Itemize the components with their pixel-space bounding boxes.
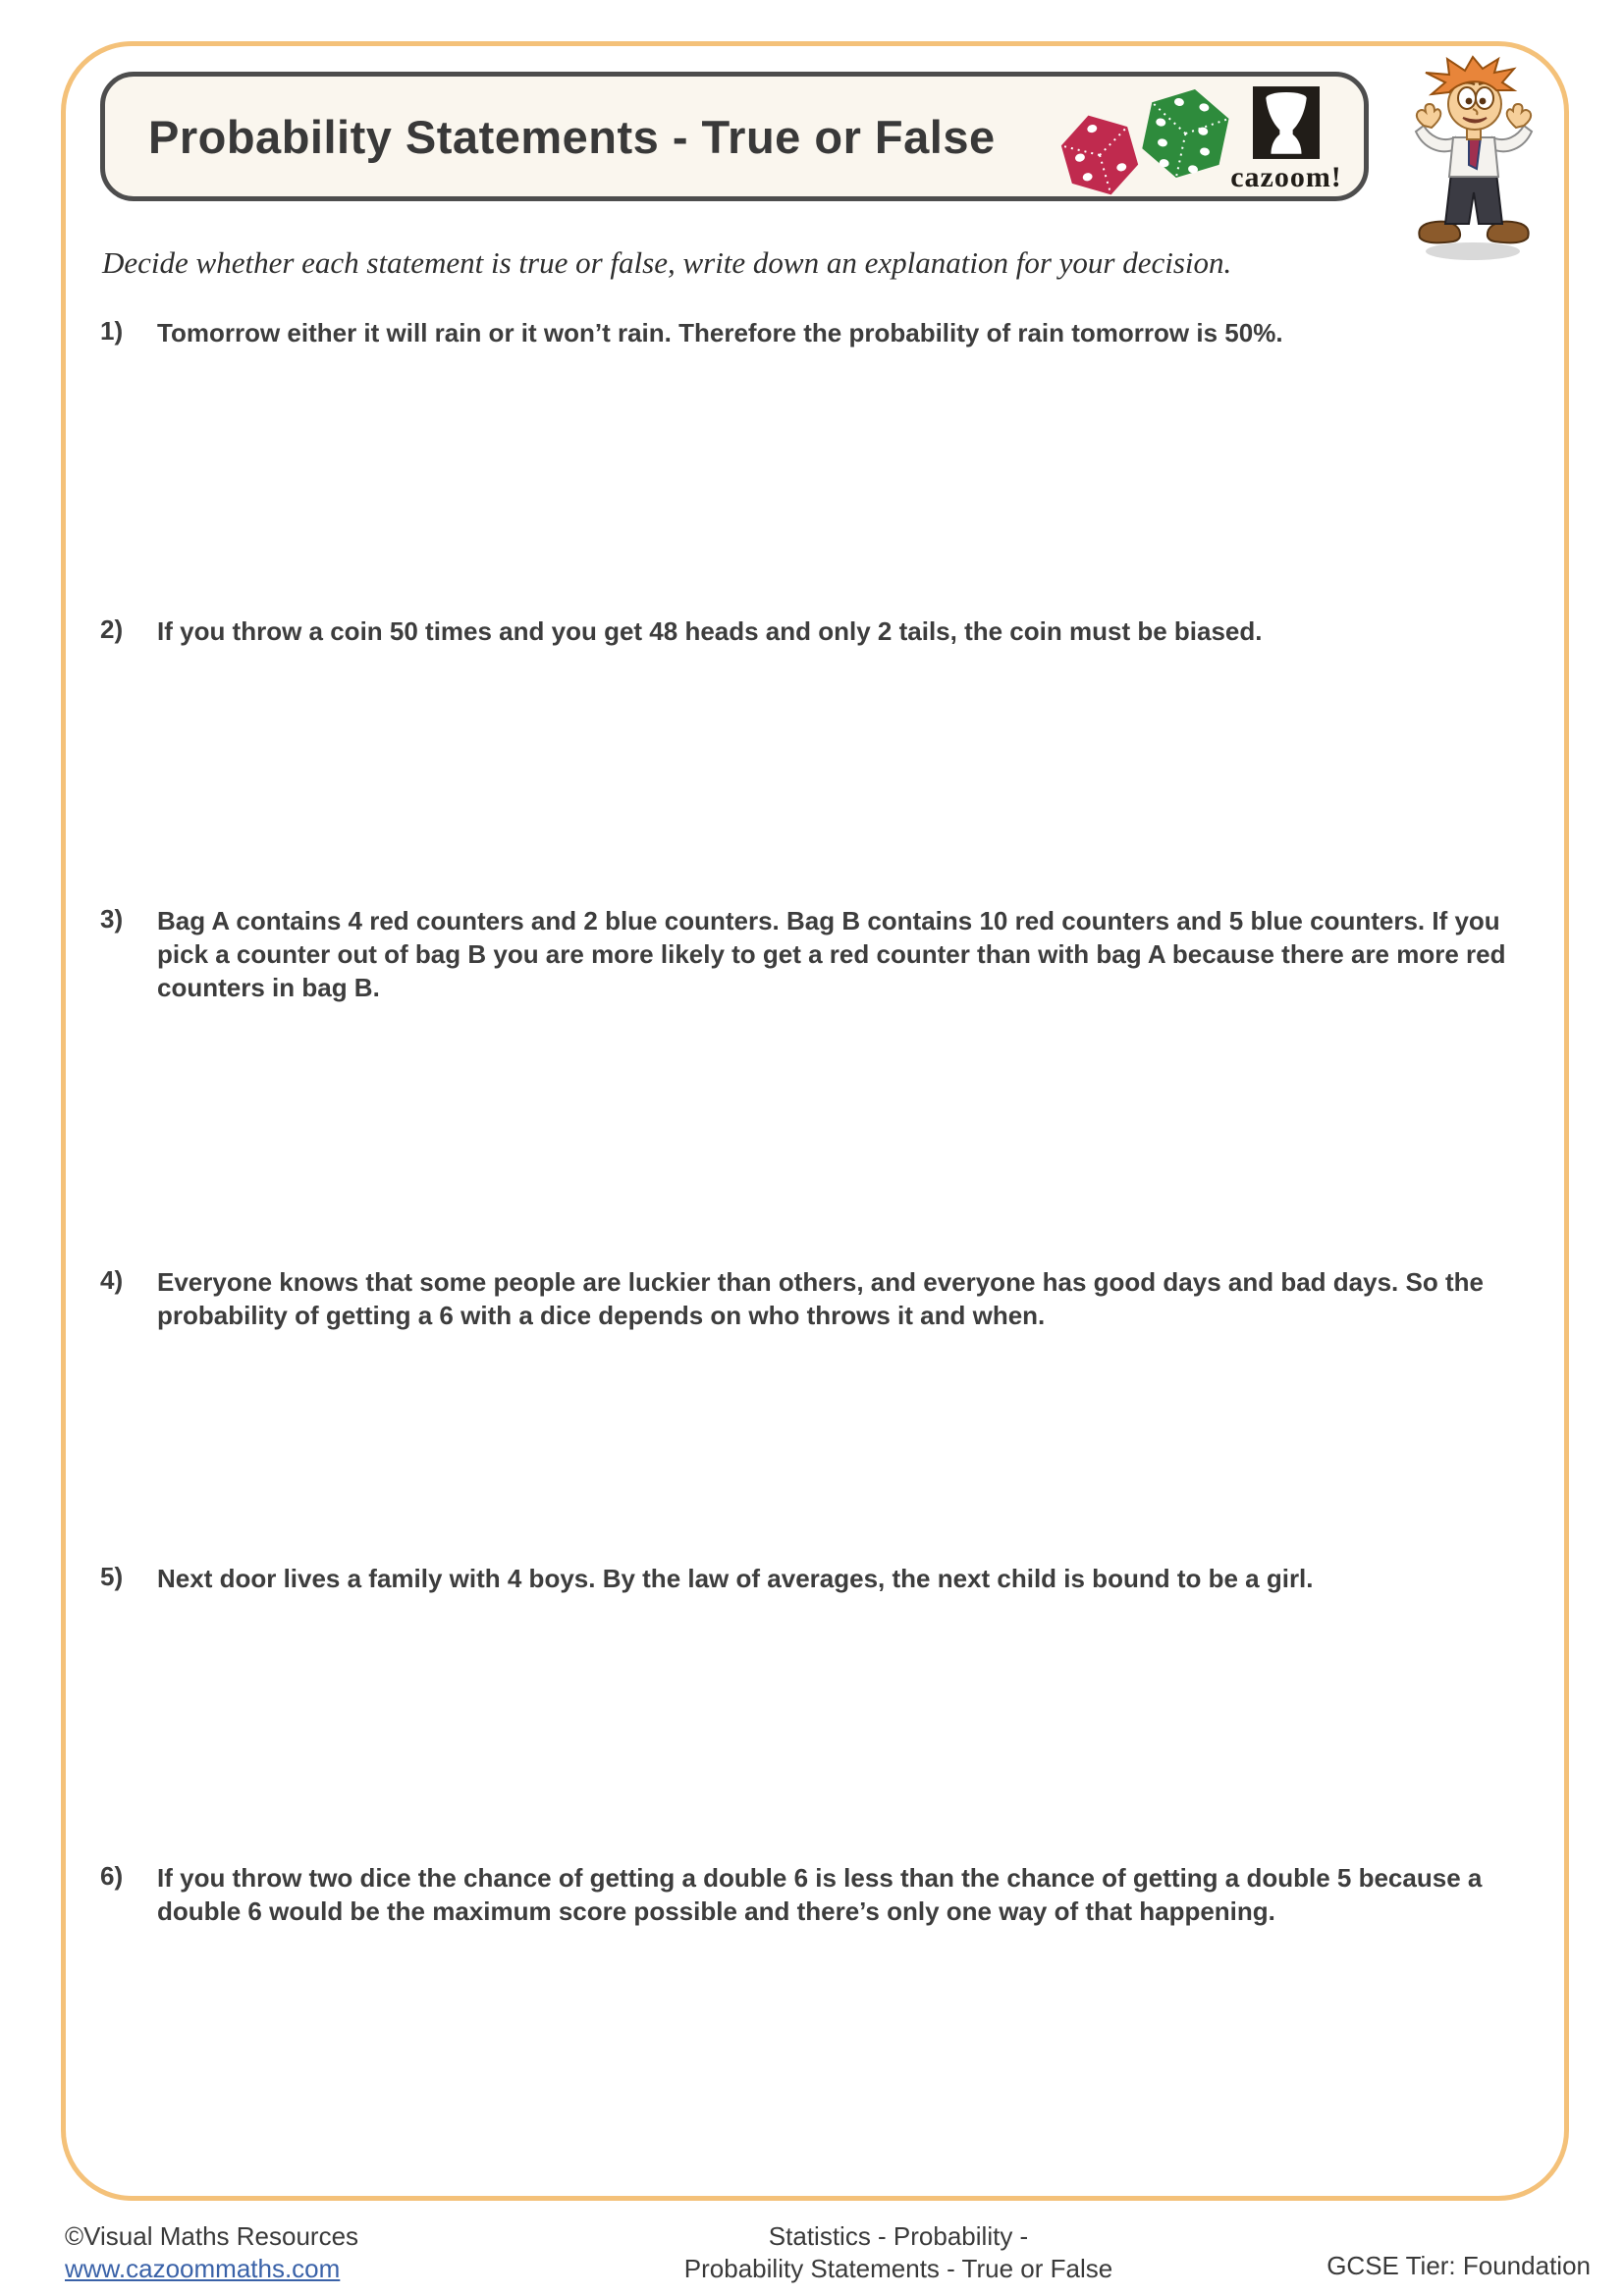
website-link[interactable]: www.cazoommaths.com	[65, 2254, 341, 2283]
copyright-text: ©Visual Maths Resources	[65, 2221, 359, 2251]
cazoom-logo-text: cazoom!	[1230, 161, 1342, 193]
statement-1-text: Tomorrow either it will rain or it won’t rain. Therefore the probability of rain tomorrow is 50%.	[157, 318, 1283, 347]
footer-topic-line1: Statistics - Probability -	[768, 2221, 1029, 2251]
dice-icon	[1053, 77, 1239, 200]
statement-6-text: If you throw two dice the chance of getting a double 6 is less than the chance of getting a double 5 because a double 6 would be the maximum score possible and there’s only one way of that happening.	[157, 1863, 1483, 1926]
statement-5-number: 5)	[100, 1562, 124, 1591]
instruction-text: Decide whether each statement is true or false, write down an explanation for your decision.	[102, 245, 1232, 280]
statement-4-number: 4)	[100, 1265, 124, 1295]
footer-tier-text: GCSE Tier: Foundation	[1326, 2251, 1591, 2280]
statement-3-number: 3)	[100, 904, 124, 934]
page-title: Probability Statements - True or False	[148, 110, 996, 163]
statement-2	[100, 614, 1534, 648]
cazoom-logo	[1219, 86, 1353, 194]
statement-5-text: Next door lives a family with 4 boys. By the law of averages, the next child is bound to be a girl.	[157, 1564, 1314, 1593]
footer-topic-block	[684, 2220, 1112, 2285]
statement-4	[100, 1265, 1534, 1332]
statement-6-number: 6)	[100, 1861, 124, 1891]
statement-4-text: Everyone knows that some people are luckier than others, and everyone has good days and bad days. So the probability of getting a 6 with a dice depends on who throws it and when.	[157, 1267, 1484, 1330]
footer-topic-line2: Probability Statements - True or False	[683, 2254, 1113, 2283]
statement-3-text: Bag A contains 4 red counters and 2 blue counters. Bag B contains 10 red counters and 5 blue counters. If you pick a counter out of bag B you are more likely to get a red counter than with bag A because there are more red counters in bag B.	[157, 906, 1506, 1002]
statement-6	[100, 1861, 1534, 1928]
statement-1	[100, 316, 1534, 349]
statement-2-number: 2)	[100, 614, 124, 644]
statement-2-text: If you throw a coin 50 times and you get 48 heads and only 2 tails, the coin must be biased.	[157, 616, 1263, 646]
cazoom-drum-icon	[1253, 86, 1320, 159]
statement-3	[100, 904, 1534, 1004]
footer-copyright-block	[65, 2220, 358, 2285]
statement-5	[100, 1562, 1534, 1595]
statement-1-number: 1)	[100, 316, 124, 346]
mascot-character	[1412, 55, 1536, 263]
